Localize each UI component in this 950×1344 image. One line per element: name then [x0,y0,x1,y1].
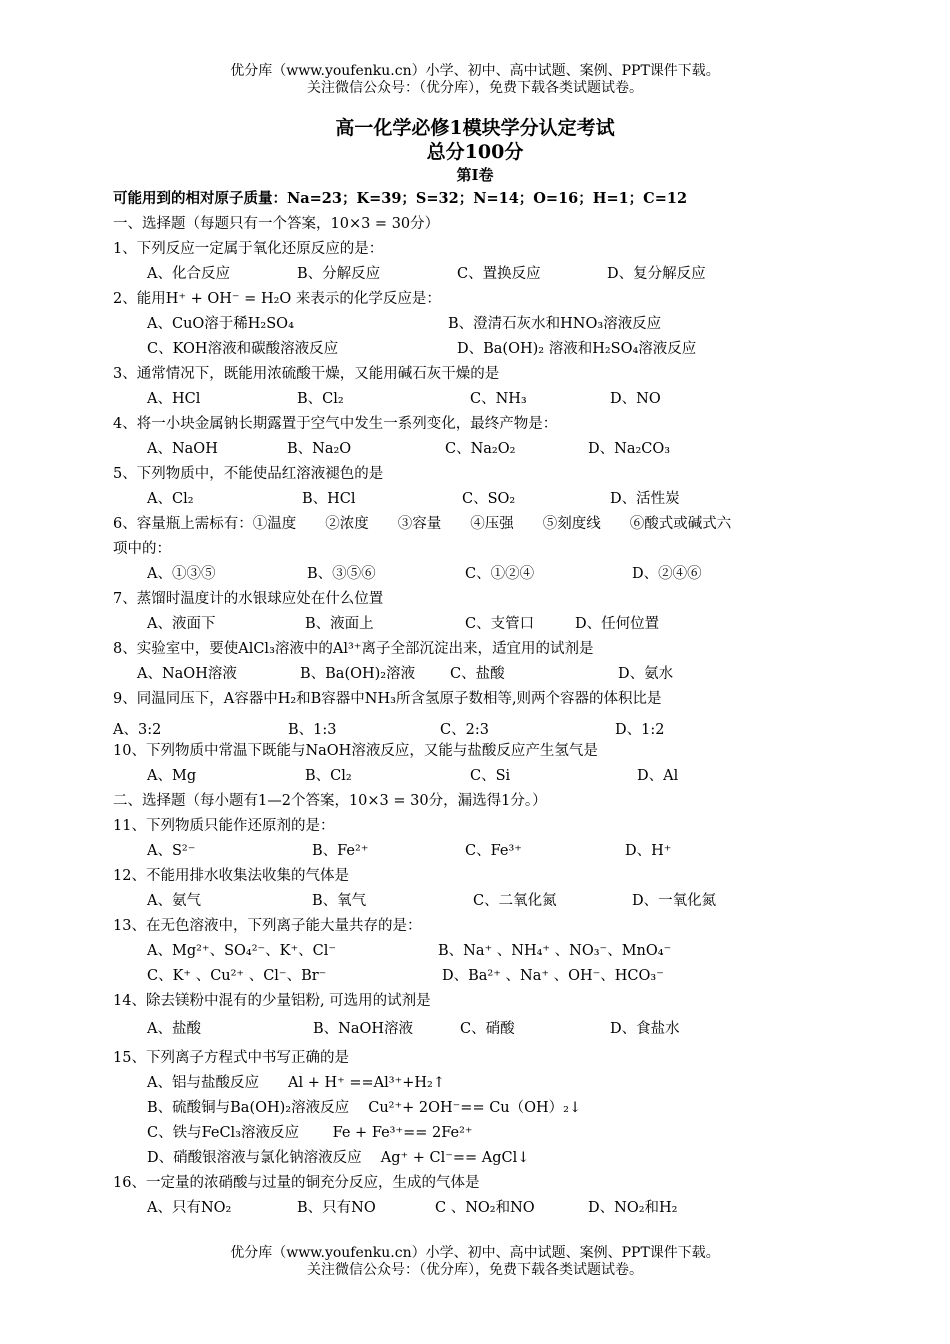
q4-option-a: A、NaOH [147,441,218,457]
q2-option-c: C、KOH溶液和碳酸溶液反应 [147,341,339,357]
q9-option-b: B、1:3 [288,722,337,738]
q9-option-c: C、2:3 [440,722,489,738]
q4-option-c: C、Na₂O₂ [445,441,516,457]
footer-line-1: 优分库（www.youfenku.cn）小学、初中、高中试题、案例、PPT课件下载。 [230,1245,720,1261]
q14-option-a: A、盐酸 [147,1021,201,1037]
q5-stem: 5、下列物质中，不能使品红溶液褪色的是 [113,466,384,482]
q1-option-d: D、复分解反应 [607,266,706,282]
q15-option-d: D、硝酸银溶液与氯化钠溶液反应 Ag⁺ + Cl⁻== AgCl↓ [147,1150,530,1166]
q12-option-c: C、二氧化氮 [473,893,557,909]
q6-option-a: A、①③⑤ [147,566,216,582]
q9-option-a: A、3:2 [113,722,162,738]
q11-stem: 11、下列物质只能作还原剂的是： [113,818,335,834]
q12-option-d: D、一氧化氮 [632,893,717,909]
q7-option-d: D、任何位置 [575,616,660,632]
q1-option-a: A、化合反应 [147,266,230,282]
section-2-heading: 二、选择题（每小题有1—2个答案，10×3 = 30分，漏选得1分。） [113,793,547,809]
q12-stem: 12、不能用排水收集法收集的气体是 [113,868,349,884]
exam-part: 第Ⅰ卷 [456,166,494,184]
footer-line-2: 关注微信公众号：（优分库），免费下载各类试题试卷。 [307,1262,643,1278]
q5-option-c: C、SO₂ [462,491,516,507]
q7-option-a: A、液面下 [147,616,216,632]
q13-stem: 13、在无色溶液中，下列离子能大量共存的是： [113,918,422,934]
q12-option-a: A、氨气 [147,893,201,909]
q5-option-a: A、Cl₂ [147,491,194,507]
q13-option-c: C、K⁺ 、Cu²⁺ 、Cl⁻、Br⁻ [147,968,327,984]
q9-stem: 9、同温同压下，A容器中H₂和B容器中NH₃所含氢原子数相等,则两个容器的体积比是 [113,691,662,707]
q6-stem-continued: 项中的： [113,541,171,557]
q3-option-c: C、NH₃ [470,391,527,407]
q13-option-b: B、Na⁺ 、NH₄⁺ 、NO₃⁻、MnO₄⁻ [438,943,672,959]
q5-option-b: B、HCl [302,491,356,507]
q11-option-a: A、S²⁻ [147,843,196,859]
q6-stem: 6、容量瓶上需标有：①温度 ②浓度 ③容量 ④压强 ⑤刻度线 ⑥酸式或碱式六 [113,516,732,532]
q4-stem: 4、将一小块金属钠长期露置于空气中发生一系列变化，最终产物是： [113,416,558,432]
q16-stem: 16、一定量的浓硝酸与过量的铜充分反应，生成的气体是 [113,1175,480,1191]
q3-stem: 3、通常情况下，既能用浓硫酸干燥，又能用碱石灰干燥的是 [113,366,500,382]
q1-stem: 1、下列反应一定属于氧化还原反应的是： [113,241,384,257]
q10-stem: 10、下列物质中常温下既能与NaOH溶液反应，又能与盐酸反应产生氢气是 [113,743,598,759]
exam-title: 高一化学必修1模块学分认定考试 [335,117,615,139]
section-1-heading: 一、选择题（每题只有一个答案，10×3 = 30分） [113,216,440,232]
q6-option-b: B、③⑤⑥ [307,566,376,582]
q7-option-c: C、支管口 [465,616,535,632]
q15-option-c: C、铁与FeCl₃溶液反应 Fe + Fe³⁺== 2Fe²⁺ [147,1125,473,1141]
q4-option-d: D、Na₂CO₃ [588,441,671,457]
q16-option-b: B、只有NO [297,1200,376,1216]
q14-stem: 14、除去镁粉中混有的少量铝粉, 可选用的试剂是 [113,993,431,1009]
q13-option-d: D、Ba²⁺ 、Na⁺ 、OH⁻、HCO₃⁻ [442,968,664,984]
q13-option-a: A、Mg²⁺、SO₄²⁻、K⁺、Cl⁻ [147,943,337,959]
atomic-mass-note: 可能用到的相对原子质量：Na=23；K=39；S=32；N=14；O=16；H=1；C=12 [113,190,688,207]
header-line-1: 优分库（www.youfenku.cn）小学、初中、高中试题、案例、PPT课件下载。 [230,63,720,79]
header-line-2: 关注微信公众号：（优分库），免费下载各类试题试卷。 [307,80,643,96]
q7-option-b: B、液面上 [305,616,374,632]
q12-option-b: B、氧气 [312,893,367,909]
q10-option-d: D、Al [637,768,679,784]
q5-option-d: D、活性炭 [610,491,680,507]
q2-option-a: A、CuO溶于稀H₂SO₄ [147,316,294,332]
q15-option-a: A、铝与盐酸反应 Al + H⁺ ==Al³⁺+H₂↑ [147,1075,445,1091]
q15-stem: 15、下列离子方程式中书写正确的是 [113,1050,349,1066]
q2-option-b: B、澄清石灰水和HNO₃溶液反应 [448,316,662,332]
q14-option-d: D、食盐水 [610,1021,680,1037]
q16-option-d: D、NO₂和H₂ [588,1200,678,1216]
q10-option-b: B、Cl₂ [305,768,352,784]
q8-option-c: C、盐酸 [450,666,505,682]
q8-option-b: B、Ba(OH)₂溶液 [300,666,416,682]
q14-option-c: C、硝酸 [460,1021,515,1037]
q6-option-d: D、②④⑥ [632,566,702,582]
q15-option-b: B、硫酸铜与Ba(OH)₂溶液反应 Cu²⁺+ 2OH⁻== Cu（OH）₂↓ [147,1100,582,1116]
q11-option-d: D、H⁺ [625,843,672,859]
q7-stem: 7、蒸馏时温度计的水银球应处在什么位置 [113,591,384,607]
q1-option-c: C、置换反应 [457,266,541,282]
q8-option-a: A、NaOH溶液 [137,666,237,682]
q2-stem: 2、能用H⁺ + OH⁻ = H₂O 来表示的化学反应是： [113,291,441,307]
q1-option-b: B、分解反应 [297,266,381,282]
q3-option-b: B、Cl₂ [297,391,344,407]
q9-option-d: D、1:2 [615,722,665,738]
q11-option-b: B、Fe²⁺ [312,843,369,859]
q11-option-c: C、Fe³⁺ [465,843,522,859]
exam-total-score: 总分100分 [426,141,524,163]
q4-option-b: B、Na₂O [287,441,352,457]
q6-option-c: C、①②④ [465,566,535,582]
q8-stem: 8、实验室中，要使AlCl₃溶液中的Al³⁺离子全部沉淀出来，适宜用的试剂是 [113,641,594,657]
q10-option-a: A、Mg [147,768,197,784]
q2-option-d: D、Ba(OH)₂ 溶液和H₂SO₄溶液反应 [457,341,697,357]
q3-option-a: A、HCl [147,391,201,407]
q8-option-d: D、氨水 [618,666,674,682]
q14-option-b: B、NaOH溶液 [313,1021,414,1037]
q16-option-c: C 、NO₂和NO [435,1200,535,1216]
q16-option-a: A、只有NO₂ [147,1200,232,1216]
q10-option-c: C、Si [470,768,511,784]
q3-option-d: D、NO [610,391,661,407]
